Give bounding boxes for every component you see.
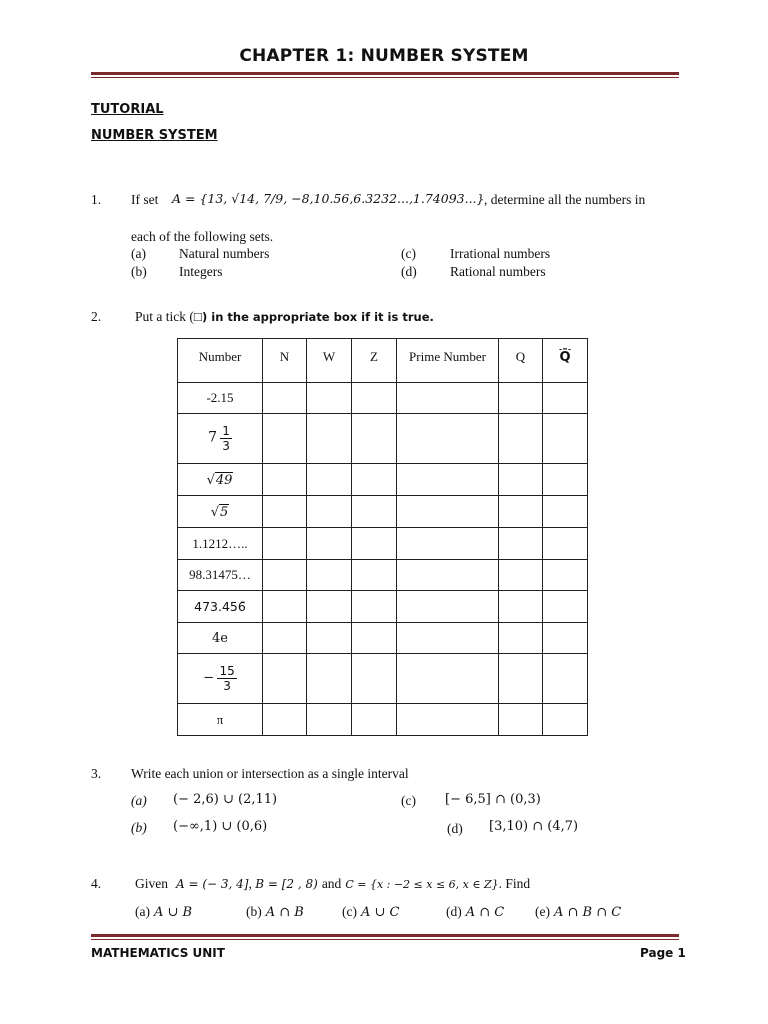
number-cell: -2.15: [178, 383, 263, 414]
tick-table: [177, 338, 588, 736]
tick-box[interactable]: [499, 560, 543, 591]
q4-item-b: (b) A ∩ B: [246, 904, 304, 920]
q4-set-b: B = [2 , 8): [255, 877, 318, 891]
tick-box[interactable]: [543, 383, 588, 414]
tick-box[interactable]: [397, 464, 499, 496]
tick-box[interactable]: [543, 464, 588, 496]
tick-box[interactable]: [543, 591, 588, 623]
header-prime-number: Prime Number: [397, 339, 499, 383]
tick-box[interactable]: [263, 560, 307, 591]
q3-item-c-label: (c): [401, 793, 416, 808]
tick-box[interactable]: [397, 560, 499, 591]
tick-box[interactable]: [307, 383, 352, 414]
q3-text: Write each union or intersection as a single interval: [131, 766, 409, 781]
q2-instruction: [135, 308, 434, 326]
tick-box[interactable]: [352, 623, 397, 654]
tick-box[interactable]: [543, 704, 588, 736]
number-cell: 473.456̄: [178, 591, 263, 623]
section-number-system: NUMBER SYSTEM: [91, 128, 218, 143]
tick-box[interactable]: [307, 528, 352, 560]
q1-option-d-label: (d): [401, 264, 417, 279]
tick-box[interactable]: [397, 623, 499, 654]
tick-box[interactable]: [499, 591, 543, 623]
header-number: Number: [178, 339, 263, 383]
table-row: [178, 560, 588, 591]
tick-box[interactable]: [499, 704, 543, 736]
number-cell: − $\frac{15}{3}$: [178, 654, 263, 704]
q4-number: 4.: [91, 876, 102, 891]
tick-box[interactable]: [263, 528, 307, 560]
section-tutorial: TUTORIAL: [91, 102, 164, 117]
q1-option-a-label: (a): [131, 246, 146, 261]
tick-box[interactable]: [263, 414, 307, 464]
tick-box[interactable]: [307, 623, 352, 654]
q1-option-b: Integers: [179, 264, 223, 279]
tick-box[interactable]: [307, 560, 352, 591]
q4-item-a: (a) A ∪ B: [135, 904, 193, 920]
table-header-row: [178, 339, 588, 383]
q1-lead: If set: [131, 192, 159, 207]
q2-lead: Put a tick (: [135, 309, 194, 324]
tick-box[interactable]: [543, 560, 588, 591]
table-row: [178, 496, 588, 528]
tick-box[interactable]: [307, 464, 352, 496]
q1-number: 1.: [91, 192, 102, 207]
tick-box[interactable]: [307, 496, 352, 528]
q1-option-c: Irrational numbers: [450, 246, 551, 261]
tick-box[interactable]: [352, 464, 397, 496]
tick-box[interactable]: [307, 414, 352, 464]
table-row: [178, 383, 588, 414]
tick-box[interactable]: [352, 560, 397, 591]
q3-item-c: [− 6,5] ∩ (0,3): [445, 792, 541, 807]
tick-box[interactable]: [499, 654, 543, 704]
footer-rule: [91, 934, 679, 940]
q3-item-d-label: (d): [447, 821, 463, 836]
header-q-bar: Q̄: [543, 339, 588, 383]
table-row: [178, 528, 588, 560]
q1-option-c-label: (c): [401, 246, 416, 261]
tick-box[interactable]: [263, 623, 307, 654]
q3-item-d: [3,10) ∩ (4,7): [489, 819, 579, 834]
tick-box[interactable]: [499, 383, 543, 414]
tick-box[interactable]: [397, 414, 499, 464]
tick-box[interactable]: [263, 591, 307, 623]
q4-item-c: (c) A ∪ C: [342, 904, 400, 920]
tick-box[interactable]: [263, 704, 307, 736]
page-title: CHAPTER 1: NUMBER SYSTEM: [239, 46, 529, 66]
number-cell: 7 $\frac{1}{3}$: [178, 414, 263, 464]
tick-box[interactable]: [543, 414, 588, 464]
q4-item-d: (d) A ∩ C: [446, 904, 505, 920]
number-cell: π: [178, 704, 263, 736]
page-number: Page 1: [640, 946, 686, 960]
tick-box[interactable]: [499, 623, 543, 654]
q3-item-a-label: (a): [131, 793, 147, 808]
q4-tail: . Find: [498, 876, 531, 891]
tick-box[interactable]: [352, 591, 397, 623]
q4-set-c: C = {x : −2 ≤ x ≤ 6, x ∈ Z}: [345, 878, 499, 891]
number-cell: 98.31475…: [178, 560, 263, 591]
tick-box[interactable]: [263, 383, 307, 414]
tick-box[interactable]: [543, 654, 588, 704]
table-row: [178, 591, 588, 623]
number-cell: √49: [178, 464, 263, 496]
tick-box[interactable]: [499, 414, 543, 464]
tick-box[interactable]: [499, 528, 543, 560]
q3-item-a: (− 2,6) ∪ (2,11): [173, 792, 278, 807]
q4-set-a: A = (− 3, 4]: [176, 877, 249, 891]
tick-box[interactable]: [397, 591, 499, 623]
q1-line2: each of the following sets.: [131, 229, 274, 244]
tick-box[interactable]: [397, 383, 499, 414]
tick-box[interactable]: [307, 591, 352, 623]
table-row: [178, 623, 588, 654]
table-row: [178, 704, 588, 736]
tick-box[interactable]: [352, 528, 397, 560]
q1-tail: , determine all the numbers in: [484, 192, 646, 207]
q1-option-b-label: (b): [131, 264, 147, 279]
tick-box[interactable]: [499, 464, 543, 496]
number-cell: 1.1212…..: [178, 528, 263, 560]
tick-box[interactable]: [352, 414, 397, 464]
tick-box[interactable]: [543, 623, 588, 654]
header-q: Q: [499, 339, 543, 383]
tick-box[interactable]: [397, 704, 499, 736]
table-row: [178, 654, 588, 704]
q4-statement: Given A = (− 3, 4], B = [2 , 8) and C = {x : −2 ≤ x ≤ 6, x ∈ Z}. Find: [135, 876, 531, 891]
tick-box-icon: □: [193, 309, 203, 324]
tick-box[interactable]: [352, 654, 397, 704]
q2-tail: ) in the appropriate box if it is true.: [202, 310, 434, 324]
q4-and: and: [321, 876, 342, 891]
q3-item-b-label: (b): [131, 820, 147, 835]
header-z: Z: [352, 339, 397, 383]
q2-number: 2.: [91, 309, 102, 324]
q3-item-b: (−∞,1) ∪ (0,6): [173, 819, 268, 834]
q4-lead: Given: [135, 876, 168, 891]
table-row: [178, 414, 588, 464]
tick-box[interactable]: [397, 528, 499, 560]
tick-box[interactable]: [543, 496, 588, 528]
tick-box[interactable]: [307, 654, 352, 704]
header-rule: [91, 72, 679, 78]
number-cell: 4e: [178, 623, 263, 654]
q1-set-expression: A = {13, √14, 7/9, −8,10.56,6.3232...,1.74093...}: [172, 191, 485, 206]
tick-box[interactable]: [352, 704, 397, 736]
footer-unit: MATHEMATICS UNIT: [91, 946, 225, 960]
header-w: W: [307, 339, 352, 383]
header-n: N: [263, 339, 307, 383]
tick-box[interactable]: [307, 704, 352, 736]
q1-option-a: Natural numbers: [179, 246, 270, 261]
number-cell: √5: [178, 496, 263, 528]
tick-box[interactable]: [263, 496, 307, 528]
tick-box[interactable]: [352, 383, 397, 414]
tick-box[interactable]: [397, 496, 499, 528]
q1-option-d: Rational numbers: [450, 264, 546, 279]
tick-box[interactable]: [352, 496, 397, 528]
tick-box[interactable]: [397, 654, 499, 704]
tick-box[interactable]: [263, 464, 307, 496]
table-row: [178, 464, 588, 496]
tick-box[interactable]: [543, 528, 588, 560]
tick-box[interactable]: [263, 654, 307, 704]
tick-box[interactable]: [499, 496, 543, 528]
q4-item-e: (e) A ∩ B ∩ C: [535, 904, 622, 920]
q3-number: 3.: [91, 766, 102, 781]
